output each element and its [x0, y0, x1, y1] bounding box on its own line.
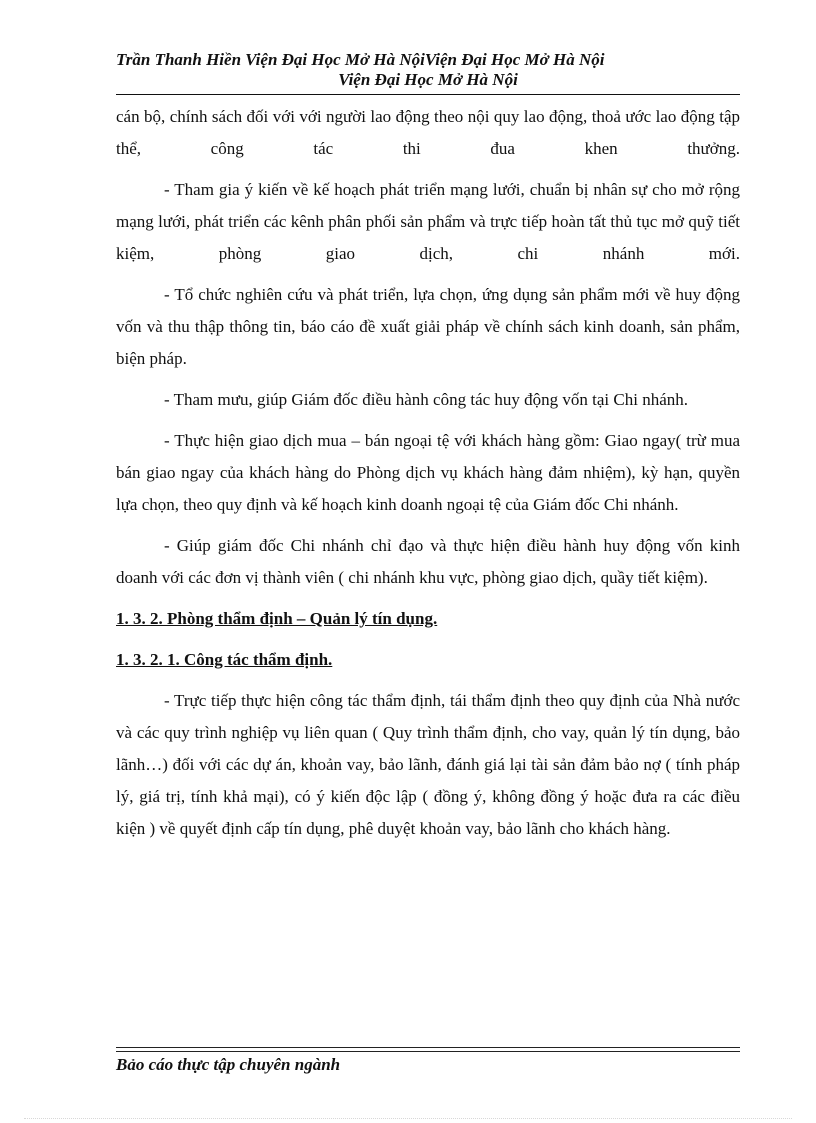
paragraph-7: - Trực tiếp thực hiện công tác thẩm định, tái thẩm định theo quy định của Nhà nước và các quy trình nghiệp vụ liên quan ( Quy trình thẩm định, cho vay, quản lý tín dụng, bảo lãnh…) đối với các dự án, khoản vay, bảo lãnh, đánh giá lại tài sản đảm bảo nợ ( tính pháp lý, giá trị, tính khả mại), có ý kiến độc lập ( đồng ý, không đồng ý hoặc đưa ra các điều kiện ) về quyết định cấp tín dụng, phê duyệt khoản vay, bảo lãnh cho khách hàng.	[116, 691, 740, 838]
section-heading-1-3-2: 1. 3. 2. Phòng thẩm định – Quản lý tín dụng.	[116, 609, 438, 628]
section-heading-1-3-2-1: 1. 3. 2. 1. Công tác thẩm định.	[116, 650, 333, 669]
page-footer: Bảo cáo thực tập chuyên ngành	[116, 1055, 341, 1074]
paragraph-6: - Giúp giám đốc Chi nhánh chỉ đạo và thực hiện điều hành huy động vốn kinh doanh với các đơn vị thành viên ( chi nhánh khu vực, phòng giao dịch, quầy tiết kiệm).	[116, 536, 740, 587]
footer-divider-top	[116, 1047, 740, 1048]
paragraph-1: cán bộ, chính sách đối với với người lao động theo nội quy lao động, thoả ước lao động tập thể, công tác thi đua khen thưởng.	[116, 107, 740, 158]
paragraph-2: - Tham gia ý kiến về kế hoạch phát triển mạng lưới, chuẩn bị nhân sự cho mở rộng mạng lưới, phát triển các kênh phân phối sản phẩm và trực tiếp hoàn tất thủ tục mở quỹ tiết kiệm, phòng giao dịch, chi nhánh mới.	[116, 180, 740, 263]
paragraph-4: - Tham mưu, giúp Giám đốc điều hành công tác huy động vốn tại Chi nhánh.	[164, 390, 689, 409]
footer-divider-bottom	[116, 1051, 740, 1052]
paragraph-3: - Tổ chức nghiên cứu và phát triển, lựa chọn, ứng dụng sản phẩm mới về huy động vốn và thu thập thông tin, báo cáo đề xuất giải pháp về chính sách kinh doanh, sản phẩm, biện pháp.	[116, 285, 740, 368]
header-line-2: Viện Đại Học Mở Hà Nội	[338, 70, 518, 89]
paragraph-5: - Thực hiện giao dịch mua – bán ngoại tệ với khách hàng gồm: Giao ngay( trừ mua bán giao ngay của khách hàng do Phòng dịch vụ khách hàng đảm nhiệm), kỳ hạn, quyền lựa chọn, theo quy định và kế hoạch kinh doanh ngoại tệ của Giám đốc Chi nhánh.	[116, 431, 740, 514]
page-header	[116, 50, 740, 90]
header-line-1: Trần Thanh Hiền Viện Đại Học Mở Hà NộiViện Đại Học Mở Hà Nội	[116, 50, 605, 69]
document-body	[116, 101, 740, 854]
page-bottom-border	[24, 1118, 792, 1119]
header-divider	[116, 94, 740, 95]
